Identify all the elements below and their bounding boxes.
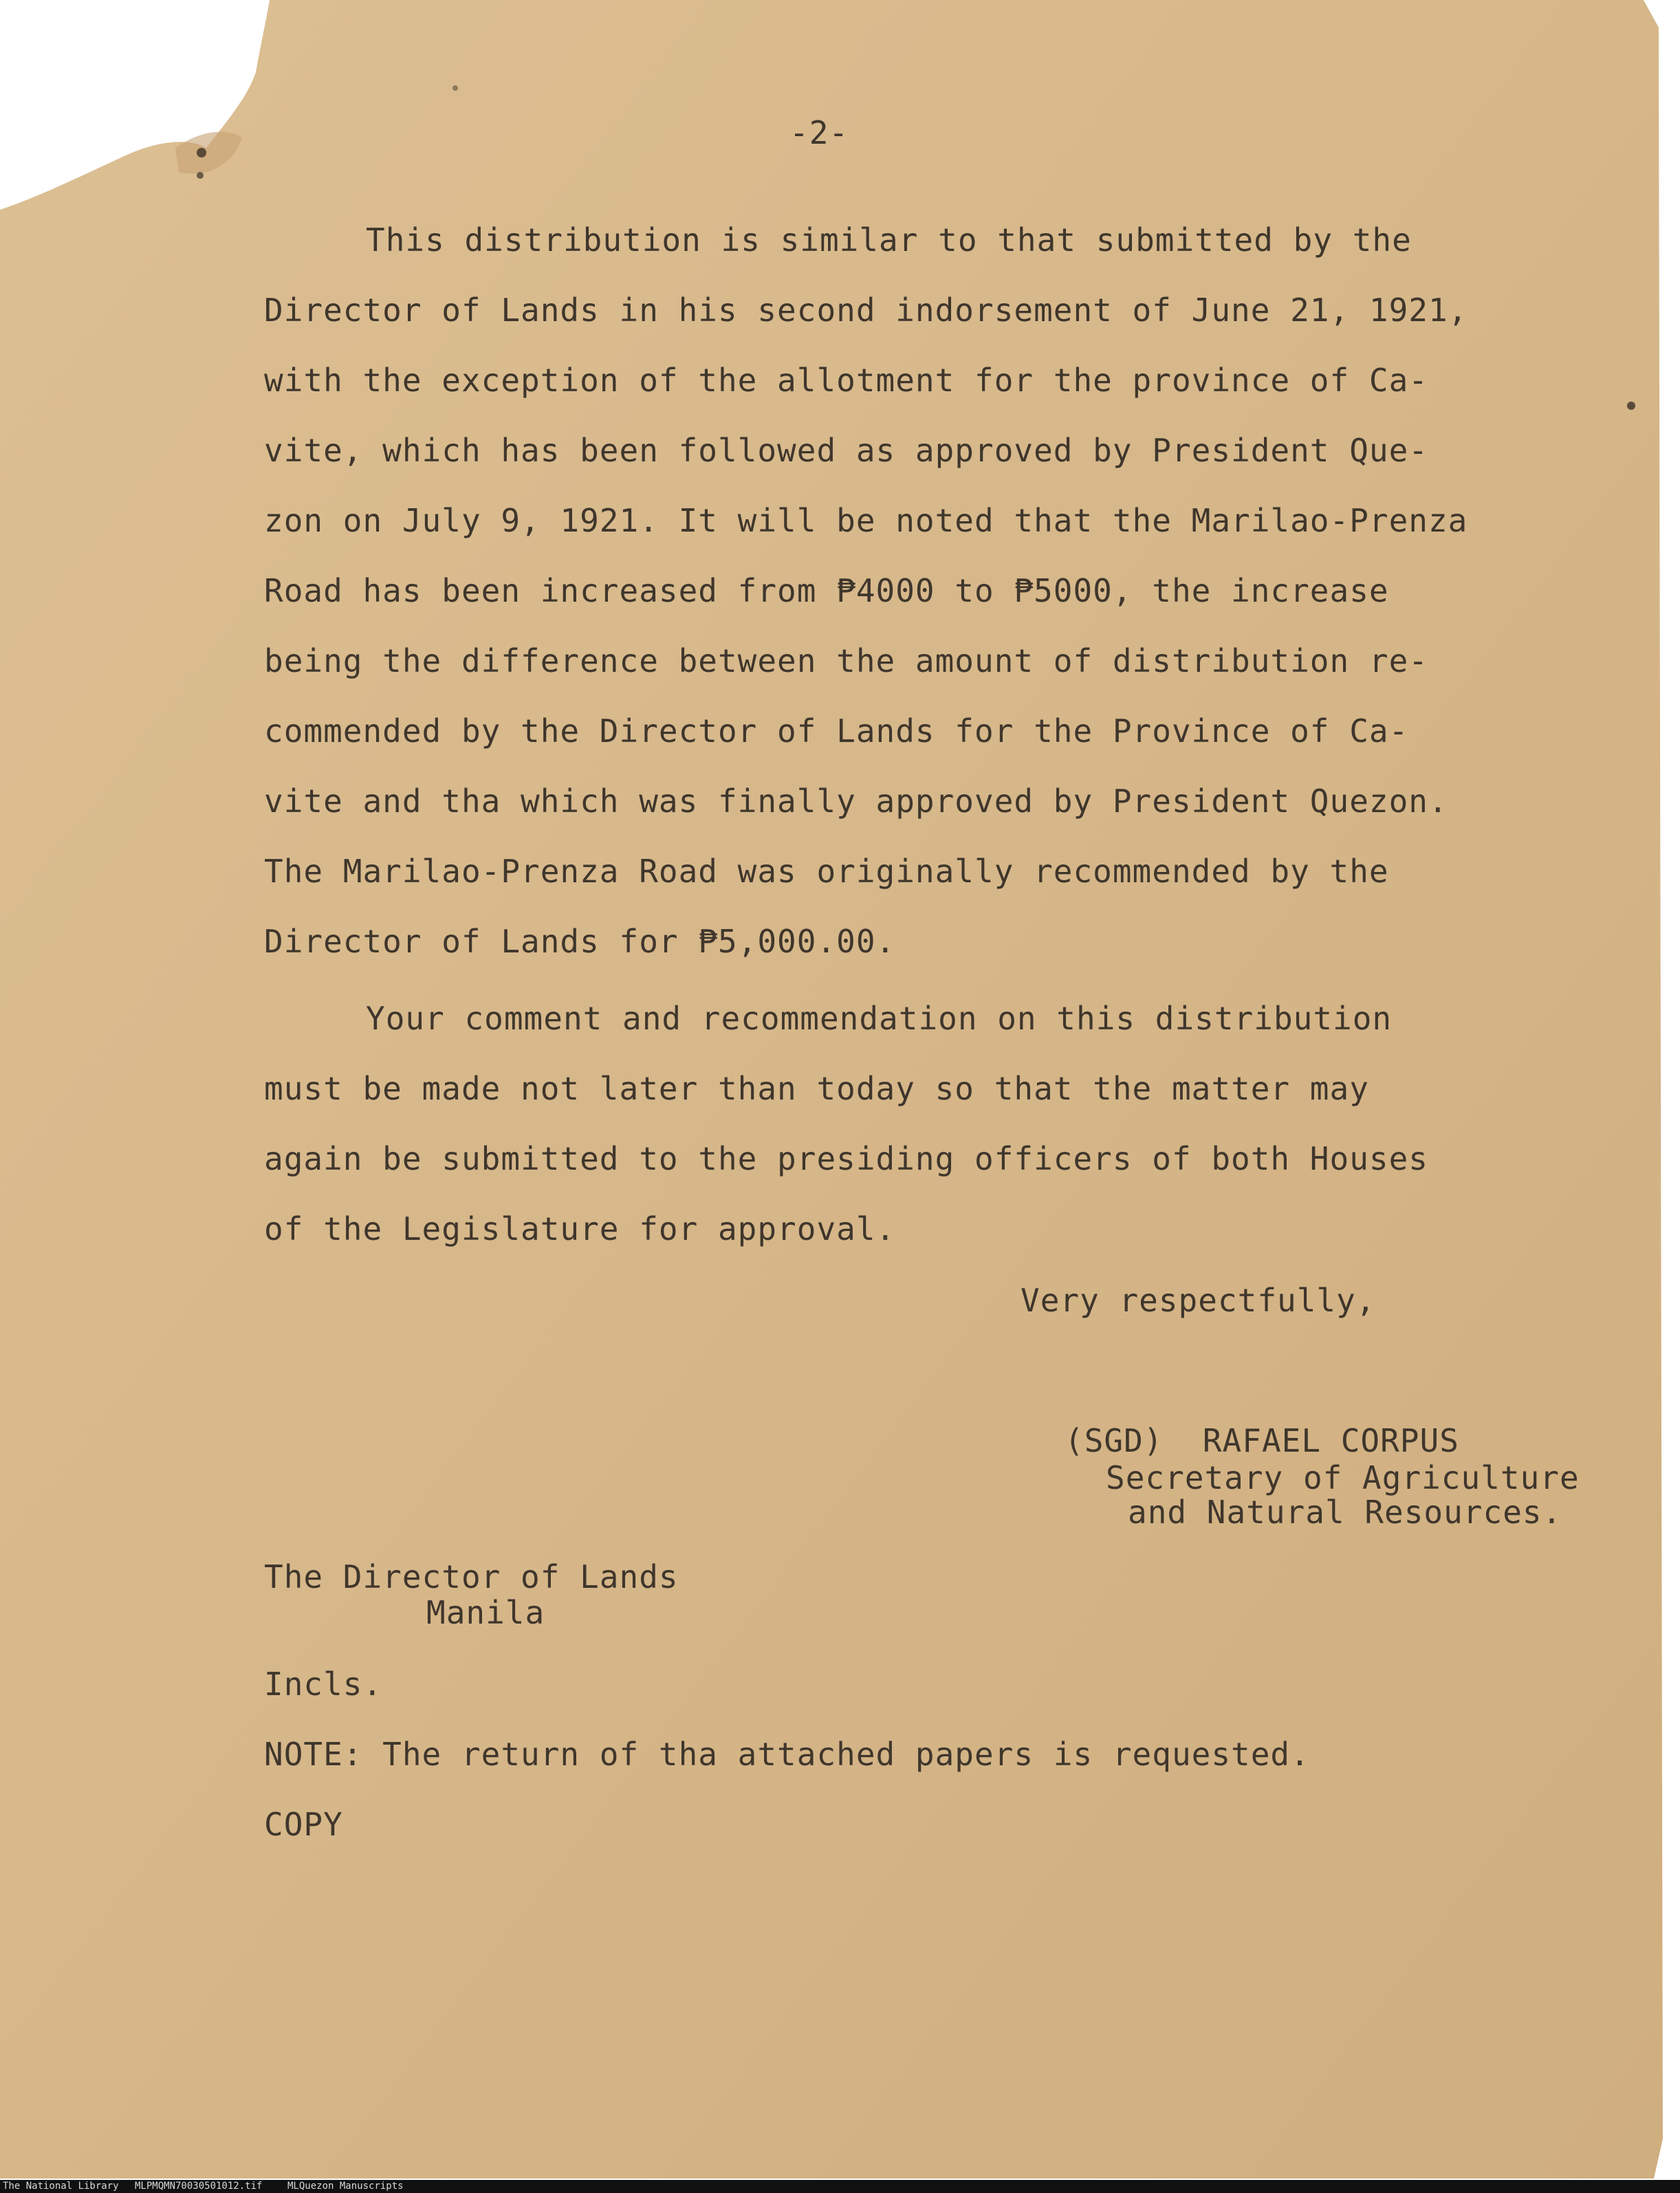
text-line: again be submitted to the presiding officers of both Houses <box>264 1140 1428 1177</box>
text-line: must be made not later than today so that the matter may <box>264 1070 1369 1107</box>
note-line: NOTE: The return of tha attached papers is requested. <box>264 1736 1310 1773</box>
text-line: Road has been increased from ₱4000 to ₱5000, the increase <box>264 572 1389 609</box>
text-line: This distribution is similar to that submitted by the <box>366 221 1412 259</box>
text-line: The Marilao-Prenza Road was originally recommended by the <box>264 853 1389 890</box>
signature-title: Secretary of Agriculture <box>1106 1459 1580 1496</box>
text-line: commended by the Director of Lands for the Province of Ca- <box>264 712 1409 750</box>
enclosure-line: Incls. <box>264 1666 383 1703</box>
text-line: with the exception of the allotment for the province of Ca- <box>264 362 1428 399</box>
footer-filename: MLPMQMN70030501012.tif <box>135 2181 263 2192</box>
text-line: being the difference between the amount of distribution re- <box>264 642 1428 679</box>
punch-hole-mark <box>197 172 204 179</box>
text-line: of the Legislature for approval. <box>264 1210 896 1247</box>
text-line: Director of Lands in his second indorsement of June 21, 1921, <box>264 292 1468 329</box>
text-line: Your comment and recommendation on this distribution <box>366 1000 1393 1037</box>
addressee-city: Manila <box>426 1594 545 1631</box>
text-line: vite, which has been followed as approved by President Que- <box>264 432 1428 469</box>
signature-name: (SGD) RAFAEL CORPUS <box>1065 1422 1459 1459</box>
punch-hole-mark <box>197 148 206 157</box>
page-number: -2- <box>789 114 849 151</box>
footer-library: The National Library <box>3 2181 119 2192</box>
copy-mark: COPY <box>264 1806 343 1843</box>
signature-title: and Natural Resources. <box>1128 1494 1562 1531</box>
addressee-name: The Director of Lands <box>264 1558 679 1595</box>
text-line: zon on July 9, 1921. It will be noted that the Marilao-Prenza <box>264 502 1468 539</box>
text-line: vite and tha which was finally approved by President Quezon. <box>264 783 1448 820</box>
closing-salutation: Very respectfully, <box>1021 1282 1376 1319</box>
text-line: Director of Lands for ₱5,000.00. <box>264 923 896 960</box>
ink-dot-mark <box>1627 402 1635 410</box>
ink-dot-mark <box>452 85 458 91</box>
footer-collection: MLQuezon Manuscripts <box>287 2181 404 2192</box>
scan-footer-bar <box>0 2180 1680 2193</box>
